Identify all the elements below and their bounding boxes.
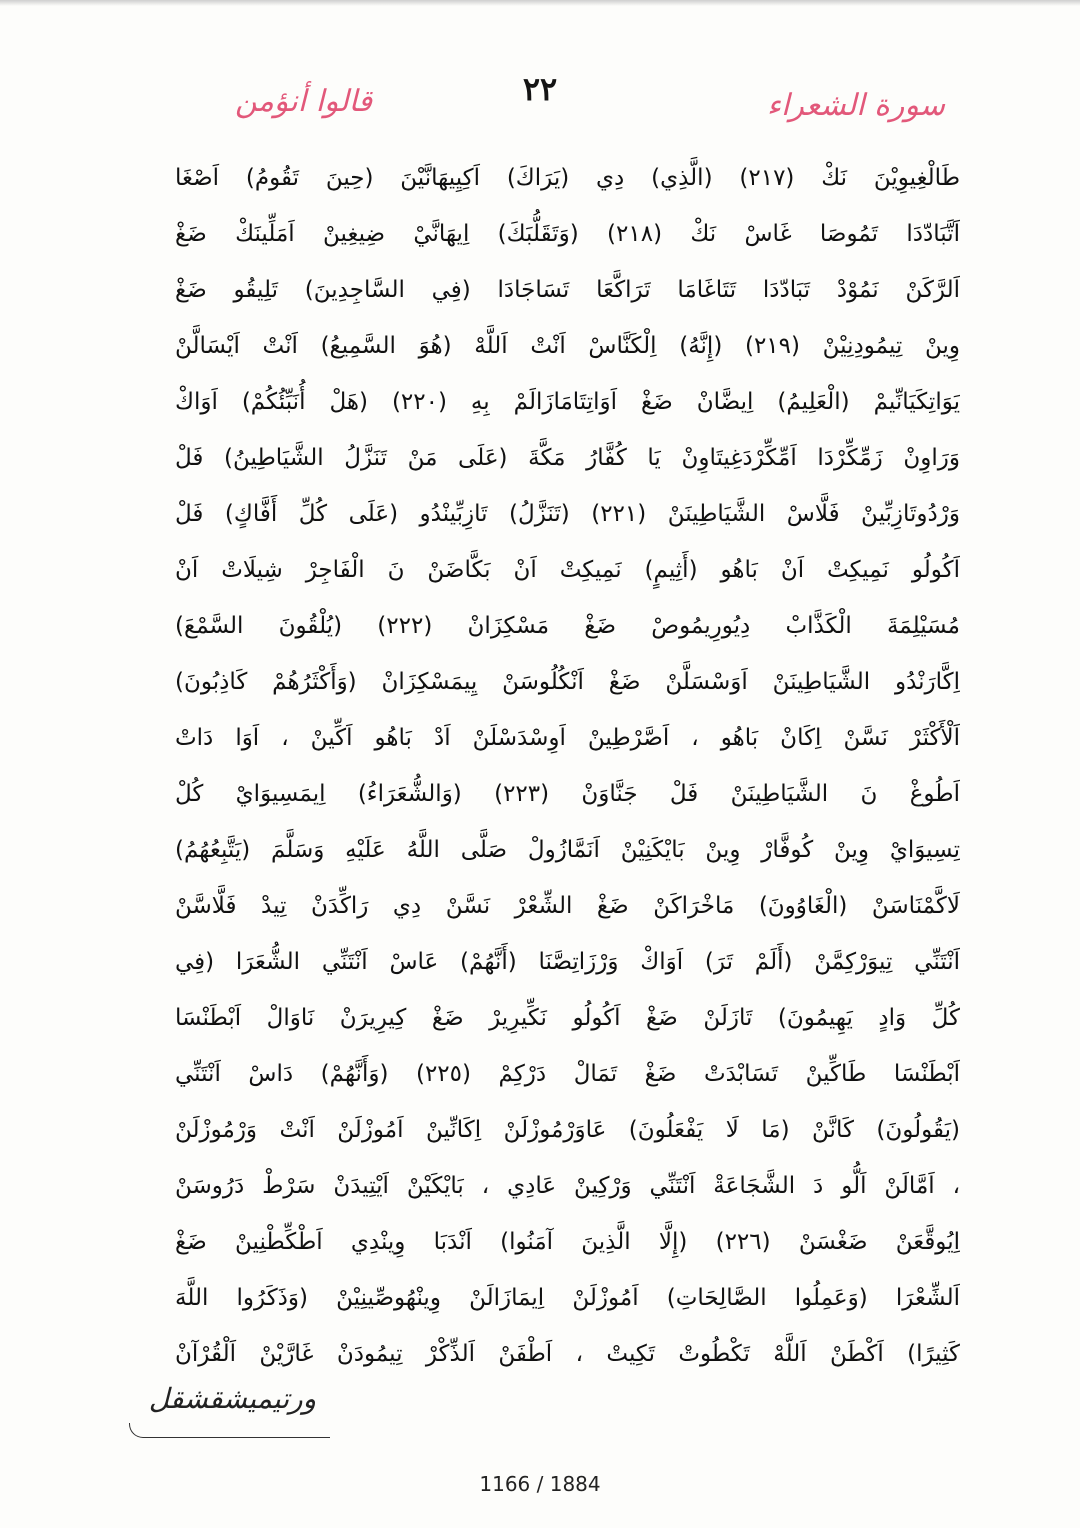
text-line: اِكَّارَنْدُو الشَّيَاطِينَنْ اَوَسْسَلَّنْ ضَغْ اَنْكُلُوسَنْ يِيمَسْكِزَانْ (وَأَكْثَرُهُمْ كَاذِبُونَ) — [175, 669, 960, 695]
section-title-header: قالوا أنؤمن — [235, 84, 373, 119]
text-line: وَرْدُوتَازِبِّينْ فَلَّاسْ الشَّيَاطِينَنْ (٢٢١) (تَنَزَّلُ) تَازِبِّينْدُو (عَلَى كُلِّ أَفَّاكٍ) فَلْ — [175, 501, 960, 527]
text-line: اَنْتَنِّي تِيوَرْكِمَّنْ (أَلَمْ تَرَ) اَوَاكْ وَرْزَاتِصَّنَا (أَنَّهُمْ) عَاسْ اَنْتَنِّي الشُّعَرَا (فِي — [175, 949, 960, 975]
page-counter: 1166 / 1884 — [479, 1472, 601, 1496]
text-line: ، اَمَّالَنْ اَلُّو دَ الشَّجَاعَةْ اَنْتَنِّي وَرْكِينْ عَادِي ، بَايْكَيْنْ اَيْتِيدَنْ سَرْطْ دَرُوسَنْ — [175, 1173, 960, 1199]
text-line: مُسَيْلِمَةَ الْكَذَّابْ دِيُورِيمُوصْ ضَغْ مَسْكِزَانْ (٢٢٢) (يُلْقُونَ السَّمْعَ) — [175, 613, 960, 639]
page-top-edge — [0, 0, 1080, 6]
text-line: طَالْغِيوِيْنَ نَكْ (٢١٧) (الَّذِي) دِي (يَرَاكَ) اَكِيِيهَانَّيْنَ (حِينَ تَقُومُ) اَصْغَا — [175, 165, 960, 191]
text-line: (يَقُولُونَ) كَانَّنْ (مَا لَا يَفْعَلُونَ) عَاوَرْمُوزْلَنْ اِكَانِّينْ اَمُوزْلَنْ اَنْتْ وَرْمُوزْلَنْ — [175, 1117, 960, 1143]
text-line: اَتَّبَادّدَا تَمُوصَا غَاسْ نَكْ (٢١٨) (وَتَقَلُّبَكَ) اِيهَانَّيْ ضِيغِينْ اَمَلِّينَكْ ضَغْ — [175, 221, 960, 247]
surah-name-header: سورة الشعراء — [766, 88, 945, 123]
catchword — [125, 1382, 340, 1442]
page-number: ٢٢ — [522, 70, 558, 108]
catchword-underline — [129, 1423, 330, 1438]
text-line: اَلشِّعْرَا (وَعَمِلُوا الصَّالِحَاتِ) اَمُوزْلَنْ اِيمَازَالَنْ وِينْهُوصِّينِيْنْ (وَذَكَرُوا اللَّهَ — [175, 1285, 960, 1311]
text-line: اَبْطَنْسَا طَاكِّينْ تَسَابْدَتْ ضَغْ تَمَالْ دَرْكِمْ (٢٢٥) (وَأَنَّهُمْ) دَاسْ اَنْتَنِّي — [175, 1061, 960, 1087]
text-line: اَلْأَكْثَرْ نَسَّنْ اِكَانْ بَاهُو ، اَصَّرْطِينْ اَوِسْدَسْلَنْ اَدْ بَاهُو اَكِّينْ ، اَوَا دَاتْ — [175, 725, 960, 751]
catchword-text: ورتيميشقشقل — [148, 1382, 317, 1415]
text-line: تِسِيوَايْ وِينْ كُوفَّارْ وِينْ بَايْكَنِيْنْ اَنَمَّازُولْ صَلَّى اللَّهُ عَلَيْهِ وَسَلَّمَ (يَتَّبِعُهُمُ) — [175, 837, 960, 863]
text-body — [175, 150, 960, 1375]
text-line: اِيُوقَّعَنْ ضَغْسَنْ (٢٢٦) (إِلَّا الَّذِينَ آمَنُوا) اَنْدَبَا وِينْدِي اَطْكِّطْنِينْ ضَغْ — [175, 1229, 960, 1255]
text-line: وَرَاوِنْ زَمِّكِّرْدَا اَمِّكِّرْدَغِيتَاوِنْ يَا كُفَّارُ مَكَّةَ (عَلَى مَنْ تَنَزَّلُ الشَّيَاطِينُ) فَلْ — [175, 445, 960, 471]
text-line: كَثِيرًا) اَكْطَنْ اَللَّهْ تَكْطُوتْ تَكِيتْ ، اَطْفَنْ اَلذِّكْرْ تِيمُودَنْ غَارَّيْنْ اَلْقُرْآنْ — [175, 1341, 960, 1367]
text-line: اَكُولُو نَمِيكِتْ اَنْ بَاهُو (أَثِيمٍ) نَمِيكِتْ اَنْ بَكَّاضَنْ نَ الْفَاجِرْ شِيلَاتْ اَنْ — [175, 557, 960, 583]
text-line: يَوَاتِكَيَانِّيمْ (الْعَلِيمُ) اِيضَّانْ ضَغْ اَوَاتِتَامَازَالَمْ بِهِ (٢٢٠) (هَلْ أُنَبِّئُكُمْ) اَوَاكْ — [175, 389, 960, 415]
text-line: كُلِّ وَادٍ يَهِيمُونَ) تَازَلَنْ ضَغْ اَكُولُو نَكِّيرِيرْ ضَغْ كِيرِيرَنْ نَاوَالْ اَبْطَنْسَا — [175, 1005, 960, 1031]
text-line: وِينْ تِيمُودِنِيْنْ (٢١٩) (إِنَّهُ) اِلْكَنَّاسْ اَنْتْ اَللَّهْ (هُوَ السَّمِيعُ) اَنْتْ اَيْسَالَّنْ — [175, 333, 960, 359]
text-line: لَاكَّمْنَاسَنْ (الْغَاوُونَ) مَاخْرَاكَنْ ضَغْ الشِّعْرْ نَسَّنْ دِي رَاكِّدَنْ تِيدْ فَلَّاسَّنْ — [175, 893, 960, 919]
text-line: اَطُوغْ نَ الشَّيَاطِينَنْ فَلْ جَنَّاوَنْ (٢٢٣) (وَالشُّعَرَاءُ) اِيمَسِيوَايْ كُلْ — [175, 781, 960, 807]
text-line: اَلرَّكَنْ نَمُوْدْ تَبَادّدَا تَتَاغَامَا تَرَاكَّعَا تَسَاجَادَا (فِي السَّاجِدِينَ) تَلِيقُو ضَغْ — [175, 277, 960, 303]
